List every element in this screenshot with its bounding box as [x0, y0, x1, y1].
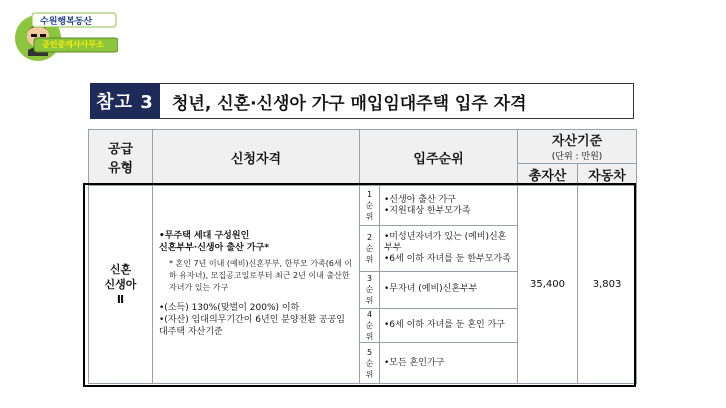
header-supply-type: 공급 유형 [89, 130, 153, 186]
header-car: 자동차 [578, 163, 637, 185]
qual-line1: •무주택 세대 구성원인 [159, 231, 250, 242]
rank-3-label: 3 순 위 [360, 272, 380, 309]
total-asset-value: 35,400 [518, 185, 578, 383]
section-title: 청년, 신혼·신생아 가구 매입임대주택 입주 자격 [160, 83, 634, 119]
logo-text-top: 수원행복동산 [40, 17, 93, 27]
rank-3-desc: •무자녀 (예비)신혼부부 [380, 272, 518, 309]
rank-1-desc: •신생아 출산 가구 •지원대상 한부모가족 [380, 185, 518, 226]
qual-line2: 신혼부부·신생아 출산 가구* [159, 243, 270, 254]
rank-4-desc: •6세 이하 자녀를 둔 혼인 가구 [380, 308, 518, 343]
qualification-cell [153, 185, 360, 383]
rank-4-label: 4 순 위 [360, 308, 380, 343]
logo-text-bottom: 공인중개사사무소 [42, 40, 104, 49]
rank-5-label: 5 순 위 [360, 343, 380, 384]
rank-2-desc: •미성년자녀가 있는 (예비)신혼부부 •6세 이하 자녀를 둔 한부모가족 [380, 226, 518, 272]
header-rank: 입주순위 [360, 130, 518, 186]
eligibility-table [88, 129, 637, 384]
header-total-asset: 총자산 [518, 163, 578, 185]
rank-1-label: 1 순 위 [360, 185, 380, 226]
qual-asset: •(자산) 임대의무기간이 6년인 분양전환 공공임대주택 자산기준 [159, 315, 345, 338]
car-value: 3,803 [578, 185, 637, 383]
asset-title: 자산기준 [551, 134, 603, 150]
rank-5-desc: •모든 혼인가구 [380, 343, 518, 384]
header-asset [518, 130, 637, 164]
header-qualification: 신청자격 [153, 130, 360, 186]
company-logo [14, 10, 118, 64]
supply-type-cell: 신혼 신생아 Ⅱ [89, 185, 153, 383]
qual-note: * 혼인 7년 이내 (예비)신혼부부, 한부모 가족(6세 이하 유자녀), 모집공고일로부터 최근 2년 이내 출산한 자녀가 있는 가구 [169, 259, 352, 293]
rank-2-label: 2 순 위 [360, 226, 380, 272]
section-header [90, 83, 634, 119]
asset-unit: (단위 : 만원) [551, 152, 603, 163]
reference-badge: 참고 3 [90, 83, 160, 119]
qual-income: •(소득) 130%(맞벌이 200%) 이하 [159, 303, 300, 314]
